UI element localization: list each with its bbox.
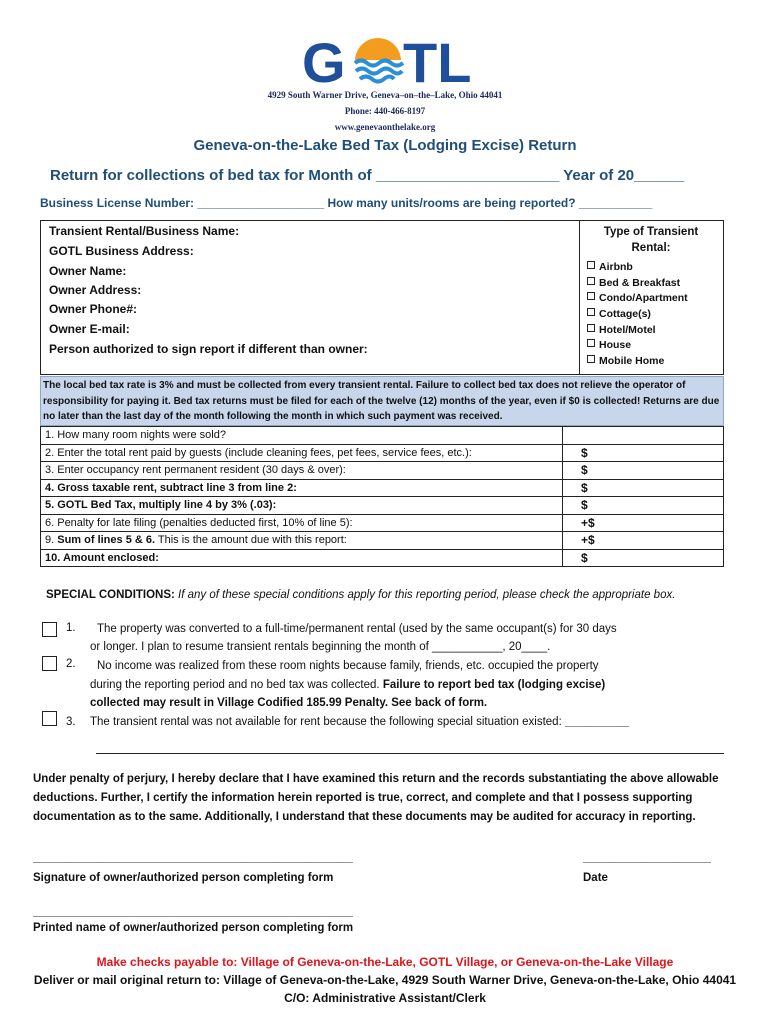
checkbox-icon[interactable]	[587, 261, 595, 269]
condition-1-line2: or longer. I plan to resume transient rentals beginning the month of ___________, 20____.	[90, 641, 551, 653]
row-label: 6. Penalty for late filing (penalties deducted first, 10% of line 5):	[41, 514, 563, 532]
rental-type-list	[579, 260, 723, 370]
license-units-line: Business License Number: ___________________ How many units/rooms are being reported? ___________	[40, 196, 653, 210]
rental-type-hotel[interactable]: Hotel/Motel	[587, 323, 723, 339]
date-label: Date	[583, 872, 608, 884]
gotl-logo	[300, 30, 472, 92]
condition-1-number: 1.	[66, 622, 76, 634]
table-row	[41, 462, 724, 480]
perjury-declaration: Under penalty of perjury, I hereby declare that I have examined this return and the records substantiating the above allowable deductions. Further, I certify the information herein reported is true, correct, and complete and that I possess supporting documentation as to the same. Additionally, I understand that these documents may be audited for accuracy in reporting.	[33, 773, 719, 823]
rental-type-condo[interactable]: Condo/Apartment	[587, 291, 723, 307]
row-label: 5. GOTL Bed Tax, multiply line 4 by 3% (.03):	[41, 497, 563, 515]
row-value-cell[interactable]: +$	[563, 514, 724, 532]
rental-type-panel	[579, 221, 723, 374]
special-situation-input-line[interactable]	[96, 753, 724, 754]
checkbox-icon[interactable]	[587, 324, 595, 332]
table-row	[41, 514, 724, 532]
signature-line[interactable]: __________________________________________________	[33, 852, 353, 864]
row-label: 10. Amount enclosed:	[41, 549, 563, 567]
field-business-address[interactable]: GOTL Business Address:	[49, 244, 194, 258]
logo-letters-tl: TL	[403, 31, 472, 92]
rental-type-airbnb[interactable]: Airbnb	[587, 260, 723, 276]
delivery-address: Deliver or mail original return to: Village of Geneva-on-the-Lake, 4929 South Warner Drive, Geneva-on-the-Lake, Ohio 44041	[33, 973, 737, 987]
row-value-cell[interactable]: $	[563, 549, 724, 567]
field-owner-name[interactable]: Owner Name:	[49, 264, 127, 278]
month-year-line: Return for collections of bed tax for Month of ______________________ Year of 20______	[50, 167, 685, 184]
condition-2-number: 2.	[66, 658, 76, 670]
sun-wave-icon	[354, 38, 403, 86]
table-row	[41, 497, 724, 515]
condition-1-line1: The property was converted to a full-time/permanent rental (used by the same occupant(s) for 30 days	[97, 623, 617, 635]
row-label: 2. Enter the total rent paid by guests (include cleaning fees, pet fees, service fees, etc.):	[41, 444, 563, 462]
date-line[interactable]: ____________________	[583, 852, 711, 864]
field-authorized-person[interactable]: Person authorized to sign report if different than owner:	[49, 342, 368, 356]
rental-type-mobile-home[interactable]: Mobile Home	[587, 354, 723, 370]
special-conditions-heading: SPECIAL CONDITIONS: If any of these special conditions apply for this reporting period, please check the appropriate box.	[46, 589, 676, 601]
row-label: 3. Enter occupancy rent permanent resident (30 days & over):	[41, 462, 563, 480]
printed-name-line[interactable]: __________________________________________________	[33, 906, 353, 918]
logo-letter-g: G	[302, 31, 346, 92]
row-label: 9. Sum of lines 5 & 6. This is the amount due with this report:	[41, 532, 563, 550]
condition-3-number: 3.	[66, 716, 76, 728]
printed-name-label: Printed name of owner/authorized person completing form	[33, 922, 354, 934]
business-info-box	[40, 220, 724, 375]
row-value-cell[interactable]	[563, 427, 724, 445]
payable-to-note: Make checks payable to: Village of Geneva-on-the-Lake, GOTL Village, or Geneva-on-the-Lake Village	[96, 955, 674, 969]
website-link[interactable]: www.genevaonthelake.org	[334, 122, 436, 132]
phone-line: Phone: 440-466-8197	[344, 106, 426, 116]
signature-label: Signature of owner/authorized person completing form	[33, 872, 334, 884]
field-owner-email[interactable]: Owner E-mail:	[49, 322, 130, 336]
condition-3-line1: The transient rental was not available for rent because the following special situation existed: __________	[90, 716, 629, 728]
table-row	[41, 532, 724, 550]
checkbox-icon[interactable]	[587, 292, 595, 300]
checkbox-icon[interactable]	[587, 339, 595, 347]
table-row	[41, 549, 724, 567]
condition-2-line2: during the reporting period and no bed tax was collected. Failure to report bed tax (lodging excise)	[90, 679, 606, 691]
rental-type-house[interactable]: House	[587, 338, 723, 354]
condition-2-checkbox[interactable]	[42, 656, 57, 671]
table-row	[41, 427, 724, 445]
row-value-cell[interactable]: $	[563, 479, 724, 497]
condition-2-line3: collected may result in Village Codified 185.99 Penalty. See back of form.	[90, 697, 488, 709]
business-fields	[41, 221, 580, 374]
field-business-name[interactable]: Transient Rental/Business Name:	[49, 224, 240, 238]
checkbox-icon[interactable]	[587, 277, 595, 285]
row-value-cell[interactable]: $	[563, 444, 724, 462]
table-row	[41, 479, 724, 497]
condition-1-checkbox[interactable]	[42, 622, 57, 637]
field-owner-address[interactable]: Owner Address:	[49, 283, 142, 297]
form-title: Geneva-on-the-Lake Bed Tax (Lodging Excise) Return	[193, 137, 577, 154]
checkbox-icon[interactable]	[587, 355, 595, 363]
tax-rate-notice: The local bed tax rate is 3% and must be collected from every transient rental. Failure to collect bed tax does not relieve the operator of responsibility for paying it. Bed tax returns must be filed for each of the twelve (12) months of the year, even if $0 is collected! Returns are due no later than the last day of the month following the month in which such payment was received.	[40, 376, 724, 426]
row-label: 1. How many room nights were sold?	[41, 427, 563, 445]
address-line: 4929 South Warner Drive, Geneva–on–the–Lake, Ohio 44041	[267, 90, 503, 100]
row-value-cell[interactable]: +$	[563, 532, 724, 550]
rental-type-bnb[interactable]: Bed & Breakfast	[587, 276, 723, 292]
table-row	[41, 444, 724, 462]
row-value-cell[interactable]: $	[563, 497, 724, 515]
tax-computation-table	[40, 426, 724, 567]
checkbox-icon[interactable]	[587, 308, 595, 316]
row-value-cell[interactable]: $	[563, 462, 724, 480]
care-of-line: C/O: Administrative Assistant/Clerk	[284, 991, 486, 1005]
rental-type-heading: Type of Transient Rental:	[603, 226, 699, 254]
row-label: 4. Gross taxable rent, subtract line 3 from line 2:	[41, 479, 563, 497]
rental-type-cottage[interactable]: Cottage(s)	[587, 307, 723, 323]
condition-2-line1: No income was realized from these room nights because family, friends, etc. occupied the property	[97, 660, 599, 672]
condition-3-checkbox[interactable]	[42, 711, 57, 726]
field-owner-phone[interactable]: Owner Phone#:	[49, 302, 138, 316]
